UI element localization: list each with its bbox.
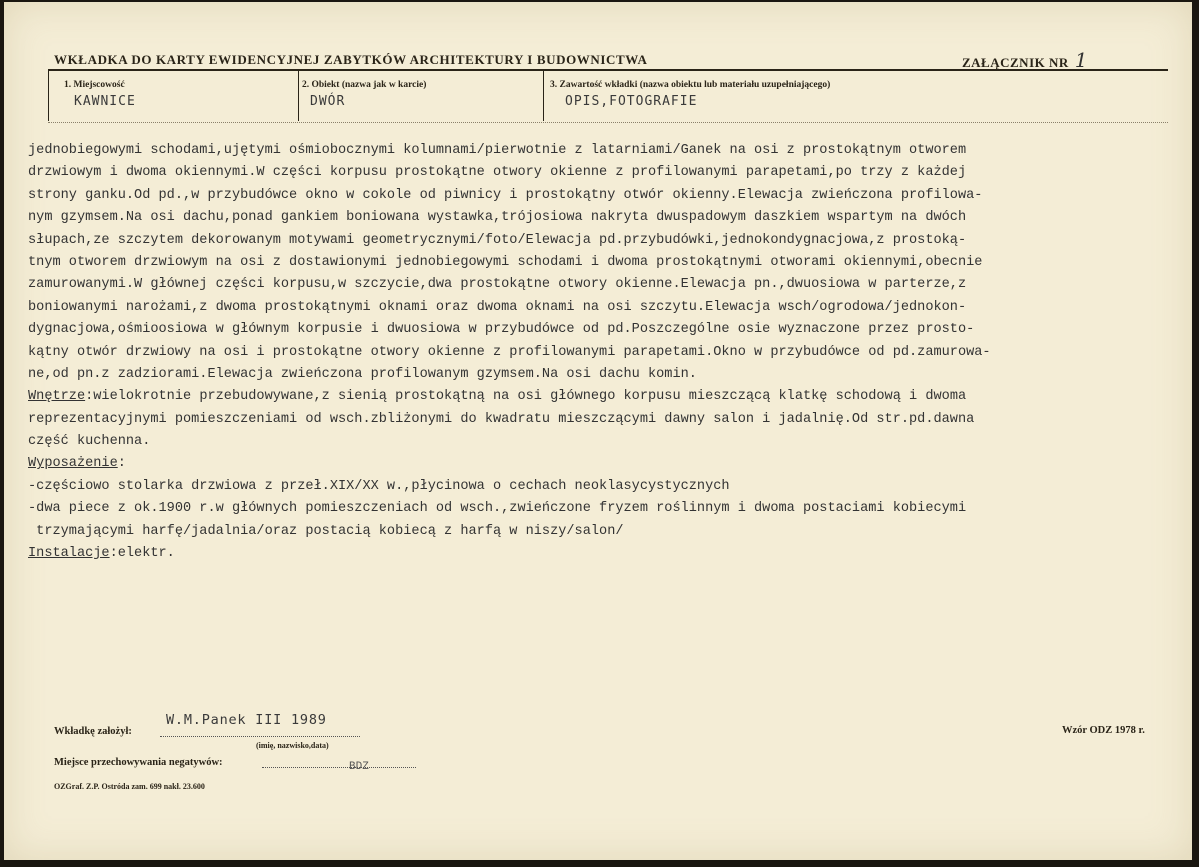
founded-value: W.M.Panek III 1989 (166, 712, 327, 728)
description-text (28, 140, 1178, 565)
text-line: reprezentacyjnymi pomieszczeniami od wsch.zbliżonymi do kwadratu mieszczącymi dawny salon i jadalnię.Od str.pd.dawna (28, 411, 975, 427)
field-1-label: 1. Miejscowość (64, 80, 125, 90)
printer-info: OZGraf. Z.P. Ostróda zam. 699 nakł. 23.600 (54, 782, 205, 791)
text-line (28, 453, 1178, 475)
annex-label-text: ZAŁĄCZNIK NR (962, 55, 1069, 70)
header-rule (48, 69, 1168, 71)
text-line: drzwiowym i dwoma okiennymi.W części korpusu prostokątne otwory okienne z profilowanymi parapetami,po trzy z każdej (28, 165, 967, 181)
field-divider (543, 71, 544, 121)
text-line: -częściowo stolarka drzwiowa z przeł.XIX/XX w.,płycinowa o cechach neoklasycystycznych (28, 478, 730, 494)
form-version: Wzór ODZ 1978 r. (1062, 725, 1145, 736)
negatives-value: BDZ (349, 761, 369, 773)
founded-label: Wkładkę założył: (54, 726, 132, 737)
text-line (28, 386, 1178, 408)
equipment-colon: : (117, 456, 126, 472)
interior-text: :wielokrotnie przebudowywane,z sienią prostokątną na osi głównego korpusu mieszczącą klatkę schodową i dwoma (85, 389, 967, 405)
founded-hint: (imię, nazwisko,data) (256, 741, 329, 750)
field-3-label: 3. Zawartość wkładki (nazwa obiektu lub materiału uzupełniającego) (550, 80, 831, 90)
negatives-dotted-line (262, 767, 416, 768)
field-1-value: KAWNICE (74, 94, 136, 109)
section-heading-equipment: Wyposażenie (28, 456, 118, 472)
section-heading-installations: Instalacje (28, 546, 110, 562)
text-line: trzymającymi harfę/jadalnia/oraz postacią kobiecą z harfą w niszy/salon/ (28, 523, 624, 539)
text-line: tnym otworem drzwiowym na osi z dostawionymi jednobiegowymi schodami i dwoma prostokątnymi otworami okiennymi,obecnie (28, 254, 983, 270)
text-line: ne,od pn.z zadziorami.Elewacja zwieńczona profilowanym gzymsem.Na osi dachu komin. (28, 366, 697, 382)
annex-number: 1 (1074, 48, 1088, 72)
field-2-value: DWÓR (310, 94, 346, 109)
text-line: słupach,ze szczytem dekorowanym motywami geometrycznymi/foto/Elewacja pd.przybudówki,jednokondygnacjowa,z prostoką- (28, 232, 967, 248)
installations-text: :elektr. (109, 546, 175, 562)
text-line: kątny otwór drzwiowy na osi i prostokątne otwory okienne z profilowanymi parapetami.Okno w przybudówce od pd.zamurowa- (28, 344, 991, 360)
text-line: boniowanymi narożami,z dwoma prostokątnymi oknami oraz dwoma oknami na osi szczytu.Elewacja wsch/ogrodowa/jednokon- (28, 299, 967, 315)
text-line: dygnacjowa,ośmioosiowa w głównym korpusie i dwuosiowa w przybudówce od pd.Poszczególne osie wyznaczone przez prosto- (28, 322, 975, 338)
founded-dotted-line (160, 736, 360, 737)
field-3-value: OPIS,FOTOGRAFIE (565, 94, 698, 109)
fields-bottom-line (48, 122, 1168, 123)
text-line: część kuchenna. (28, 434, 151, 450)
section-heading-interior: Wnętrze (28, 389, 86, 405)
text-line: -dwa piece z ok.1900 r.w głównych pomieszczeniach od wsch.,zwieńczone fryzem roślinnym i dwoma postaciami kobiecymi (28, 501, 967, 517)
negatives-label: Miejsce przechowywania negatywów: (54, 757, 223, 768)
field-divider (48, 71, 49, 121)
text-line: zamurowanymi.W głównej części korpusu,w szczycie,dwa prostokątne otwory okienne.Elewacja pn.,dwuosiowa w parterze,z (28, 277, 967, 293)
field-2-label: 2. Obiekt (nazwa jak w karcie) (302, 80, 427, 90)
text-line: strony ganku.Od pd.,w przybudówce okno w cokole od piwnicy i prostokątny otwór okienny.Elewacja zwieńczona profilowa- (28, 187, 983, 203)
evidence-card (4, 2, 1192, 860)
field-divider (298, 71, 299, 121)
text-line: jednobiegowymi schodami,ujętymi ośmiobocznymi kolumnami/pierwotnie z latarniami/Ganek na osi z prostokątnym otworem (28, 143, 967, 158)
card-title: WKŁADKA DO KARTY EWIDENCYJNEJ ZABYTKÓW ARCHITEKTURY I BUDOWNICTWA (54, 52, 648, 67)
text-line (28, 543, 1178, 565)
text-line: nym gzymsem.Na osi dachu,ponad gankiem boniowana wystawka,trójosiowa nakryta dwuspadowym daszkiem wspartym na dwóch (28, 210, 967, 226)
